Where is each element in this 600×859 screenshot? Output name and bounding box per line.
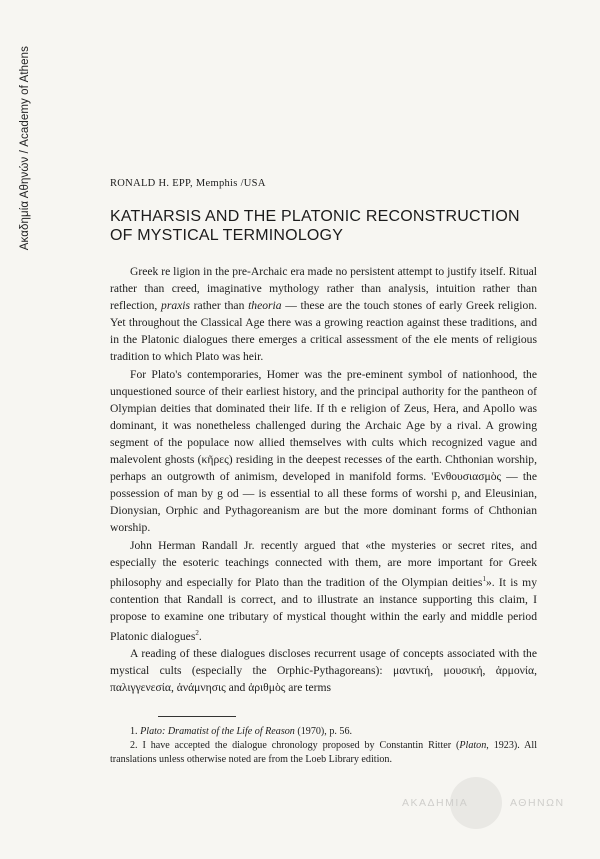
text-run: For Plato's contemporaries, Homer was the pre-eminent symbol of nationhood, the unquestioned source of their earliest history, and the principal authority for the pantheon of Olympian deities that dominated their life. If th e religion of Zeus, Hera, and Apollo was dominant, it was nonetheless challenged during the Archaic Age by a rival. A growing segment of the populace now allied themselves with cults which recognized vague and malevolent ghosts (κῆρες) residing in the deepest recesses of the earth. Chthonian worship, perhaps an outgrowth of animism, developed in manifold forms. 'Ενθουσιασμὸς — the possession of man by g od — is essential to all these forms of worshi p, and Eleusinian, Dionysian, Orphic and Pythagoreanism are but the more dominant forms of Chthonian worship. (110, 367, 537, 535)
text-run: Greek re ligion in the pre-Archaic era made no persistent attempt to justify itself. Ritual rather than creed, imaginative mythology rather than analysis, intuition rather than reflection, (110, 265, 537, 313)
italic-text: praxis (161, 299, 190, 313)
footnotes (110, 716, 537, 768)
text-run: , 1923). All translations unless otherwise noted are from the Loeb Library edition. (110, 740, 538, 766)
text-run: . (198, 629, 202, 643)
side-watermark: Ακαδημία Αθηνών / Academy of Athens (19, 46, 31, 251)
text-run: A reading of these dialogues discloses recurrent usage of concepts associated with the mystical cults (especially the Orphic-Pythagoreans): μαντική, μουσική, ἁρμονία, παλιγγενεσία, ἀνάμνησις and ἀριθμὸς are terms (110, 646, 537, 694)
title-line-1: KATHARSIS AND THE PLATONIC RECONSTRUCTION (110, 208, 520, 225)
page-content (110, 178, 537, 696)
footnote-ref: 1 (482, 574, 486, 583)
paragraph-3 (110, 537, 537, 645)
paragraph-1 (110, 263, 537, 366)
italic-text: theoria (248, 299, 282, 313)
seal-text-right: ΑΘΗΝΩΝ (510, 797, 565, 809)
paragraph-2 (110, 366, 537, 537)
text-run: John Herman Randall Jr. recently argued that «the mysteries or secret rites, and especially the esoteric teachings connected with them, are more important for Greek philosophy and especially for Plato than the tradition of the Olympian deities (110, 538, 537, 589)
text-run: — these are the touch stones of early Greek religion. Yet throughout the Classical Age there was a growing reaction against these traditions, and in the Platonic dialogues there emerges a critical assessment of the ele ments of religious tradition to which Plato was heir. (110, 299, 538, 364)
footnote-ref: 2 (195, 628, 199, 637)
footnote-2 (110, 739, 537, 767)
text-run: ». It is my contention that Randall is correct, and to illustrate an instance supporting this claim, I propose to examine one tributary of mystical thought within the early and middle period Platonic dialogues (110, 575, 537, 643)
footnote-rule (158, 716, 236, 717)
italic-text: Plato: Dramatist of the Life of Reason (140, 726, 295, 737)
text-run: 1. (130, 726, 141, 737)
text-run: 2. I have accepted the dialogue chronology proposed by Constantin Ritter ( (130, 740, 460, 752)
article-title (110, 207, 537, 245)
academy-seal-watermark (402, 777, 584, 833)
text-run: rather than (190, 299, 249, 313)
author-line: RONALD H. EPP, Memphis /USA (110, 178, 266, 189)
footnote-1 (110, 725, 537, 739)
text-run: (1970), p. 56. (294, 726, 353, 737)
italic-text: Platon (459, 740, 487, 752)
paragraph-4 (110, 645, 537, 696)
seal-text-left: ΑΚΑΔΗΜΙΑ (402, 797, 469, 809)
article-body (110, 263, 537, 696)
title-line-2: OF MYSTICAL TERMINOLOGY (110, 227, 344, 244)
